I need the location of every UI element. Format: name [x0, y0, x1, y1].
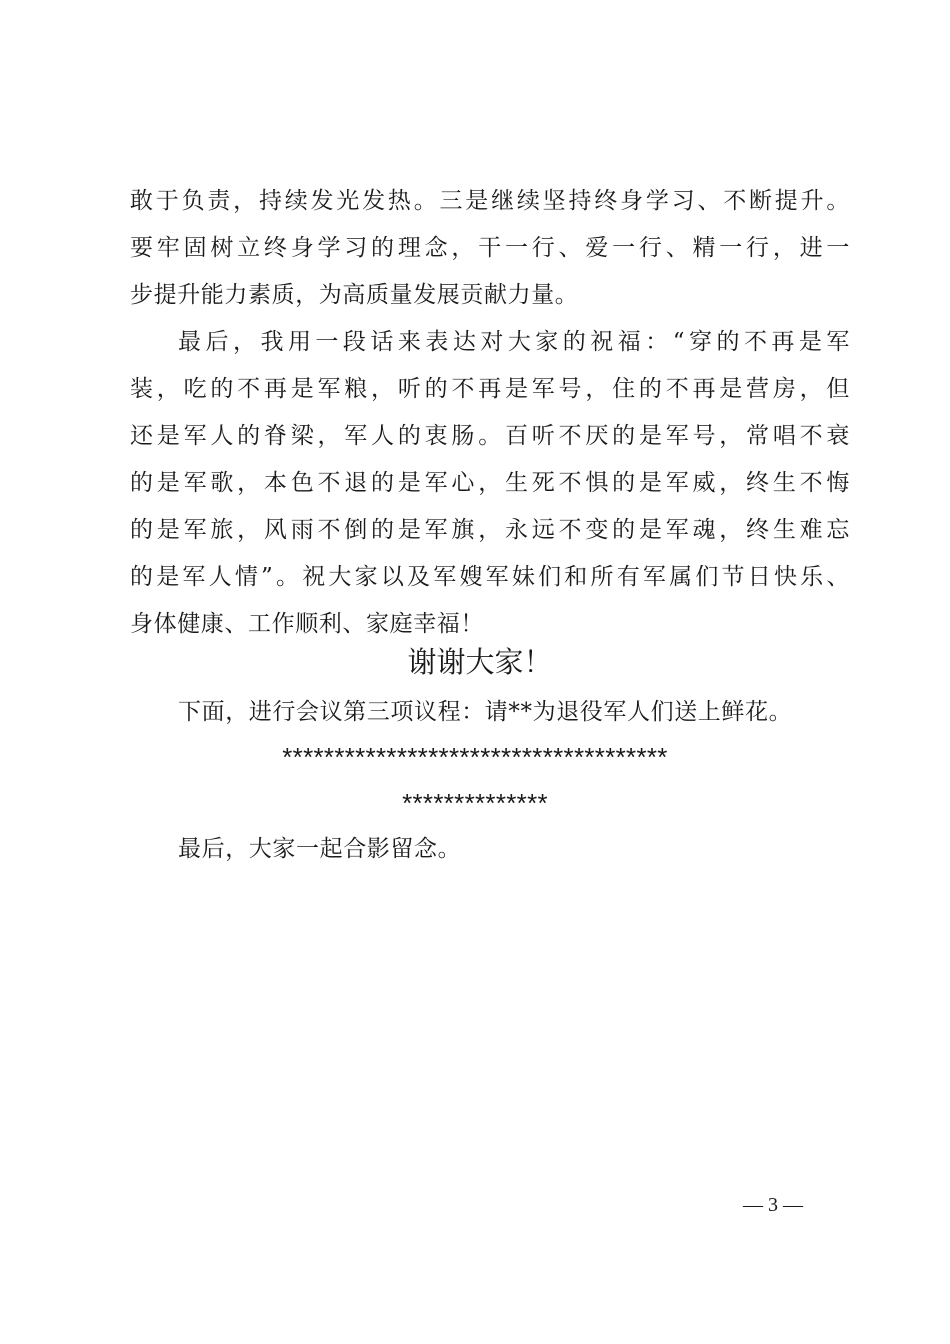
agenda-line: 下面，进行会议第三项议程：请**为退役军人们送上鲜花。: [178, 699, 793, 725]
separator-stars-line-2: **************: [402, 788, 548, 818]
paragraph-2-line-1: 最后，我用一段话来表达对大家的祝福：“穿的不再是军: [178, 329, 850, 355]
page-number: — 3 —: [743, 1194, 803, 1216]
paragraph-2-line-5: 的是军旅，风雨不倒的是军旗，永远不变的是军魂，终生难忘: [130, 517, 850, 543]
paragraph-2-line-2: 装，吃的不再是军粮，听的不再是军号，住的不再是营房，但: [130, 376, 850, 402]
closing-line: 最后，大家一起合影留念。: [178, 836, 462, 862]
paragraph-1-line-1: 敢于负责，持续发光发热。三是继续坚持终身学习、不断提升。: [130, 188, 850, 214]
paragraph-1-line-2: 要牢固树立终身学习的理念，干一行、爱一行、精一行，进一: [130, 235, 850, 261]
paragraph-2-line-4: 的是军歌，本色不退的是军心，生死不惧的是军威，终生不悔: [130, 470, 850, 496]
separator-stars-line-1: *************************************: [282, 742, 668, 772]
thanks-heading: 谢谢大家！: [407, 645, 553, 679]
paragraph-2-line-3: 还是军人的脊梁，军人的衷肠。百听不厌的是军号，常唱不衰: [130, 423, 850, 449]
paragraph-2-line-7: 身体健康、工作顺利、家庭幸福！: [130, 611, 484, 637]
paragraph-2-line-6: 的是军人情”。祝大家以及军嫂军妹们和所有军属们节日快乐、: [130, 564, 850, 590]
paragraph-1-line-3: 步提升能力素质，为高质量发展贡献力量。: [130, 282, 579, 308]
